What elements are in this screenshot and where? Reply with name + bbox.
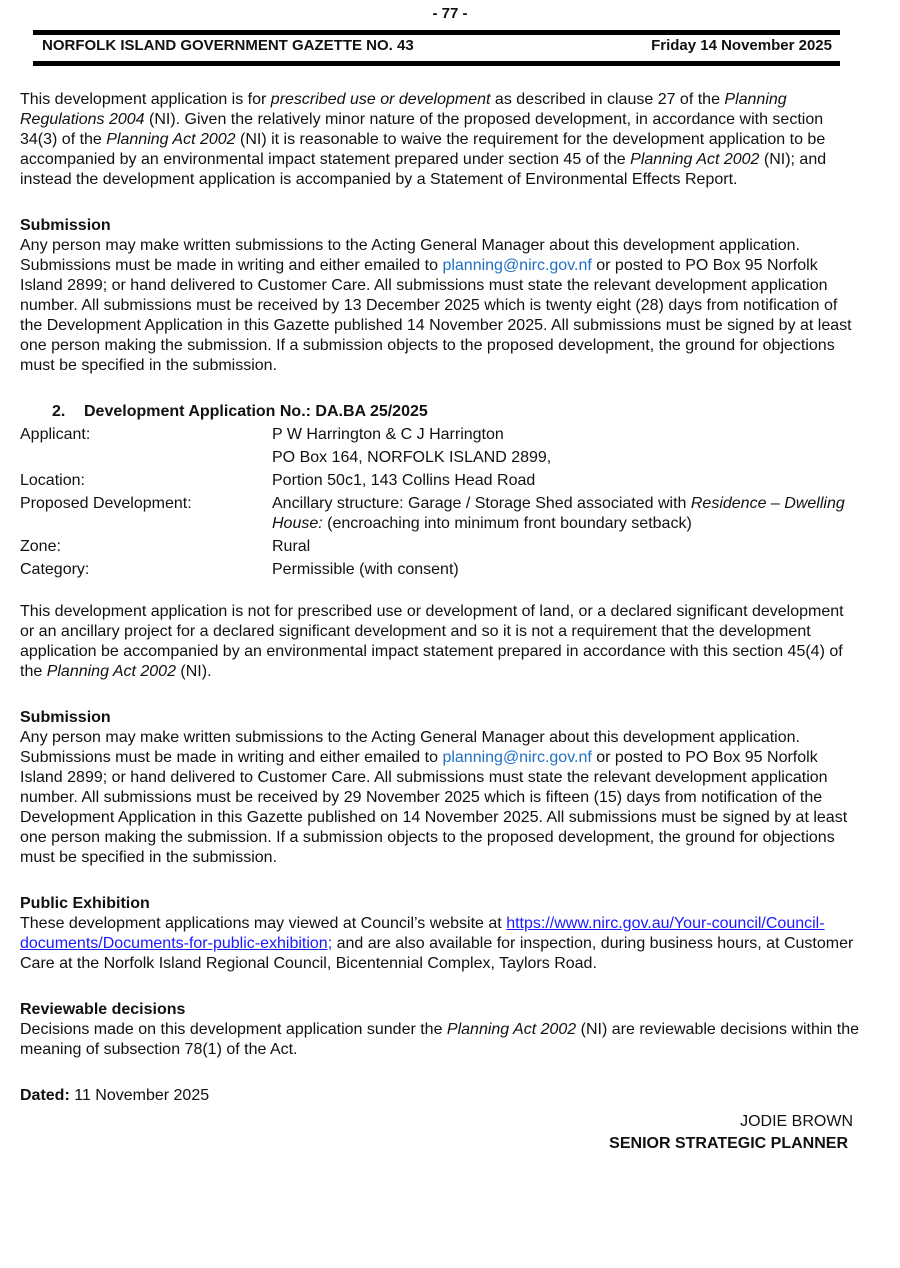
detail-value: P W Harrington & C J Harrington — [272, 426, 504, 443]
text: Any person may make written submissions to the Acting General Manager about this development application. Submissions must be made in writing and either emailed to — [20, 729, 800, 766]
document-body — [20, 90, 860, 1154]
text: This development application is not for prescribed use or development of land, or a declared significant development or an ancillary project for a declared significant development and so it is not a requirement that the development application be accompanied by an environmental impact statement prepared in accordance with this section 45(4) of the — [20, 603, 844, 680]
text: (encroaching into minimum front boundary setback) — [322, 515, 692, 532]
exhibition-url-link[interactable]: https://www.nirc.gov.au/Your-council/Council-documents/Documents-for-public-exhibition; — [20, 915, 825, 952]
submission-section-2 — [20, 708, 860, 868]
detail-row-address — [20, 448, 860, 468]
application-title — [52, 402, 860, 422]
detail-row-proposed-development — [20, 494, 860, 534]
text: or posted to PO Box 95 Norfolk Island 2899; or hand delivered to Customer Care. All submissions must state the relevant development application number. All submissions must be received by 13 December 2025 which is twenty eight (28) days from notification of the Development Application in this Gazette published 14 November 2025. All submissions must be signed by at least one person making the submission. If a submission objects to the proposed development, the ground for objections must be specified in the submission. — [20, 257, 852, 374]
text: (NI). Given the relatively minor nature of the proposed development, in accordance with section 34(3) of the — [20, 111, 824, 148]
text: (NI). — [175, 663, 212, 680]
text: Decisions made on this development application sunder the — [20, 1021, 447, 1038]
text: This development application is for — [20, 91, 271, 108]
italic-text: Planning Act 2002 — [106, 131, 236, 148]
submission-section-1 — [20, 216, 860, 376]
detail-label: Proposed Development: — [20, 495, 192, 512]
public-exhibition-section — [20, 894, 860, 974]
gazette-masthead — [42, 37, 832, 54]
detail-row-category — [20, 560, 860, 580]
application-number: Development Application No.: DA.BA 25/2025 — [84, 403, 428, 420]
section-heading: Submission — [20, 709, 111, 726]
detail-row-zone — [20, 537, 860, 557]
text: – — [766, 495, 785, 512]
signatory-name: JODIE BROWN — [740, 1113, 853, 1130]
section-heading: Submission — [20, 217, 111, 234]
text: (NI) are reviewable decisions within the meaning of subsection 78(1) of the Act. — [20, 1021, 859, 1058]
italic-text: Planning Act 2002 — [446, 1021, 577, 1038]
signatory-title: SENIOR STRATEGIC PLANNER — [609, 1135, 848, 1152]
text: These development applications may viewed at Council’s website at — [20, 915, 507, 932]
dated-line — [20, 1086, 860, 1106]
reviewable-decisions-paragraph — [20, 1020, 860, 1060]
detail-label — [20, 448, 272, 468]
italic-text: Residence — [690, 495, 767, 512]
list-number: 2. — [52, 403, 66, 420]
not-prescribed-paragraph — [20, 602, 860, 682]
italic-text: Dwelling House: — [272, 495, 845, 532]
text: (NI) it is reasonable to waive the requirement for the development application to be accompanied by an environmental impact statement prepared under section 45 of the — [20, 131, 826, 168]
dated-label: Dated: — [20, 1087, 70, 1104]
text: as described in clause 27 of the — [490, 91, 725, 108]
submission-paragraph — [20, 236, 860, 376]
detail-value — [272, 494, 860, 534]
email-link[interactable]: planning@nirc.gov.nf — [442, 257, 592, 274]
email-link[interactable]: planning@nirc.gov.nf — [442, 749, 592, 766]
section-heading: Reviewable decisions — [20, 1001, 186, 1018]
page-number: - 77 - — [432, 5, 468, 22]
detail-row-applicant — [20, 425, 860, 445]
intro-paragraph — [20, 90, 860, 190]
public-exhibition-paragraph — [20, 914, 860, 974]
dated-value: 11 November 2025 — [69, 1087, 210, 1104]
detail-value: Portion 50c1, 143 Collins Head Road — [272, 472, 536, 489]
text: or posted to PO Box 95 Norfolk Island 2899; or hand delivered to Customer Care. All submissions must state the relevant development application number. All submissions must be received by 29 November 2025 which is fifteen (15) days from notification of the Development Application in this Gazette published on 14 November 2025. All submissions must be signed by at least one person making the submission. If a submission objects to the proposed development, the ground for objections must be specified in the submission. — [20, 749, 848, 866]
text: Any person may make written submissions to the Acting General Manager about this development application. Submissions must be made in writing and either emailed to — [20, 237, 800, 274]
gazette-date: Friday 14 November 2025 — [651, 37, 832, 54]
detail-label: Zone: — [20, 538, 61, 555]
signature-block — [20, 1112, 860, 1154]
header-rule-top — [33, 30, 840, 35]
detail-row-location — [20, 471, 860, 491]
development-application-2 — [20, 402, 860, 580]
detail-label: Category: — [20, 561, 90, 578]
italic-text: Planning Regulations 2004 — [20, 91, 787, 128]
detail-value: Rural — [272, 538, 311, 555]
reviewable-decisions-section — [20, 1000, 860, 1060]
header-rule-bottom — [33, 61, 840, 66]
detail-value: Permissible (with consent) — [272, 561, 459, 578]
italic-text: prescribed use or development — [270, 91, 491, 108]
submission-paragraph — [20, 728, 860, 868]
text: (NI); and instead the development application is accompanied by a Statement of Environmental Effects Report. — [20, 151, 827, 188]
application-details — [20, 425, 860, 580]
italic-text: Planning Act 2002 — [46, 663, 176, 680]
detail-label: Applicant: — [20, 426, 91, 443]
text: Ancillary structure: Garage / Storage Shed associated with — [272, 495, 691, 512]
section-heading: Public Exhibition — [20, 895, 150, 912]
italic-text: Planning Act 2002 — [630, 151, 760, 168]
detail-value: PO Box 164, NORFOLK ISLAND 2899, — [272, 449, 552, 466]
gazette-title: NORFOLK ISLAND GOVERNMENT GAZETTE NO. 43 — [42, 37, 414, 54]
text: and are also available for inspection, during business hours, at Customer Care at the Norfolk Island Regional Council, Bicentennial Complex, Taylors Road. — [20, 935, 854, 972]
detail-label: Location: — [20, 472, 85, 489]
